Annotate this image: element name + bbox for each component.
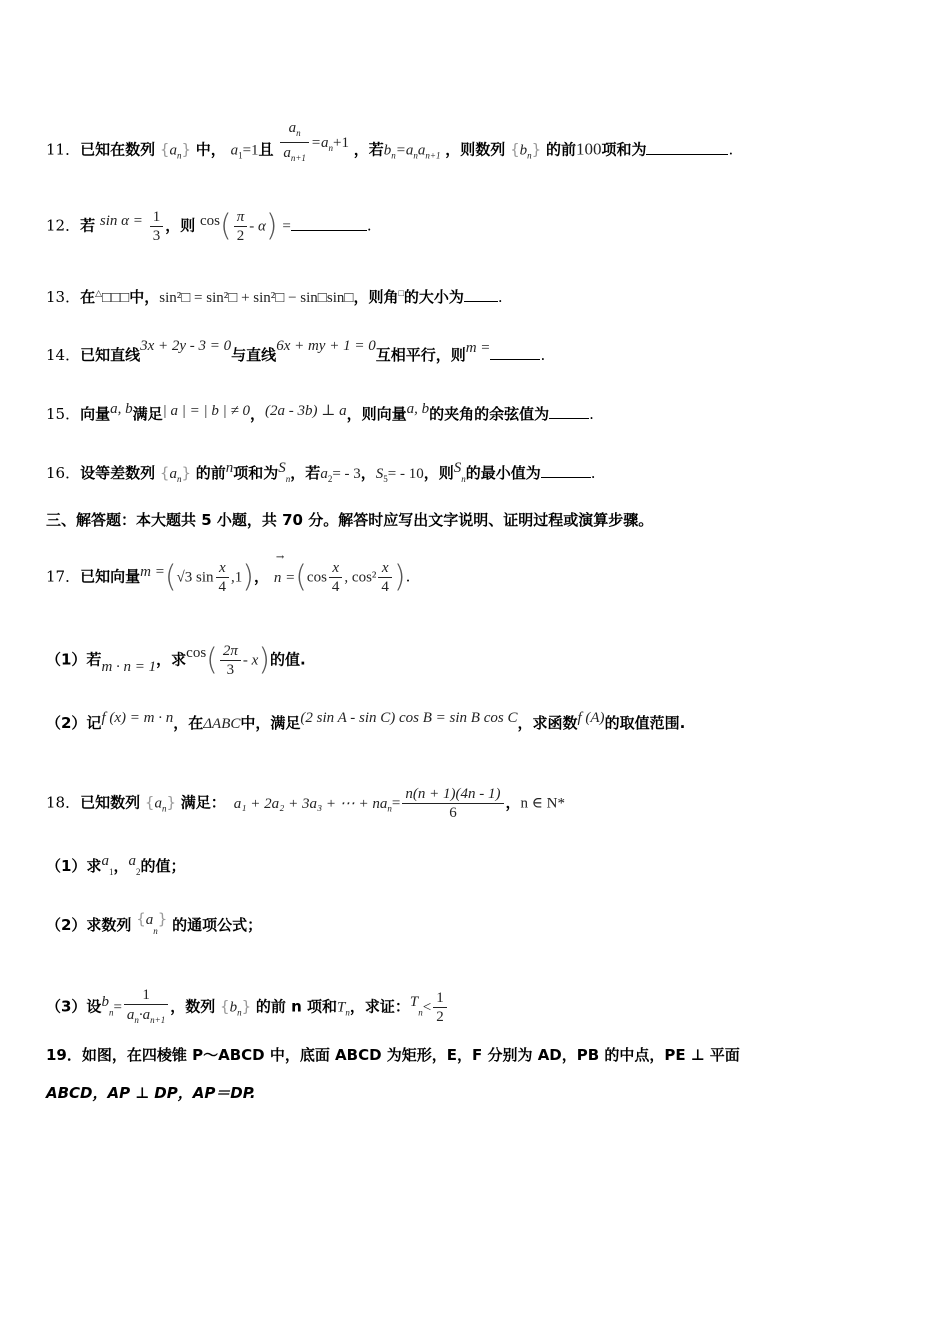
question-19-line-2: ABCD，AP ⊥ DP，AP＝DP.: [46, 1084, 256, 1102]
answer-blank: [490, 345, 540, 360]
fraction: $\frac{x}{4}$: [216, 559, 230, 596]
question-19-line-1: 19．如图，在四棱锥 P～ABCD 中，底面 ABCD 为矩形，E，F 分别为 AD，PB 的中点，PE ⊥ 平面: [46, 1046, 740, 1064]
question-17-part-1: （1）若m · n = 1，求cos( $\frac{2\pi}{3}$ - x)的值.: [46, 642, 306, 678]
question-16: 16．设等差数列 $\{a_n\}$ 的前n项和为$S_n$，若$a_2= - 3$，$S_5= - 10$，则$S_n$的最小值为 .: [46, 460, 596, 484]
question-18-part-3: （3）设$b_n=$ $\frac{1}{a_n\cdot a_{n+1}}$ ，数列 $\{b_n\}$ 的前 n 项和$T_n$，求证：$T_n<$ $\frac{1}{2}$: [46, 986, 910, 1029]
fraction: $\frac{1}{3}$: [150, 208, 164, 245]
question-13: 13．在△□□□中，sin²□ = sin²□ + sin²□ − sin□sin□，则角□的大小为 .: [46, 288, 503, 306]
fraction: $\frac{\pi}{2}$: [234, 208, 248, 245]
answer-blank: [464, 287, 498, 302]
fraction: $\frac{n(n + 1)(4n - 1)}{6}$: [402, 785, 503, 822]
answer-blank: [549, 404, 589, 419]
question-number: 11．: [46, 140, 81, 159]
question-18: 18．已知数列 $\{a_n\}$ 满足： a₁ + 2a₂ + 3a₃ + ⋯ + $na_n=$ $\frac{n(n + 1)(4n - 1)}{6}$ ，n ∈ N*: [46, 786, 565, 821]
fraction: $\frac{x}{4}$: [378, 559, 392, 596]
question-17-part-2: （2）记f (x) = m · n，在ΔABC中，满足(2 sin A - sin C) cos B = sin B cos C，求函数f (A)的取值范围.: [46, 710, 686, 732]
fraction: $\frac{1}{a_n\cdot a_{n+1}}$: [124, 986, 168, 1029]
question-15: 15．向量a, b满足| a | = | b | ≠ 0，(2a - 3b) ⊥ a，则向量a, b的夹角的余弦值为 .: [46, 401, 594, 423]
fraction: $\frac{a_n}{a_{n+1}}$: [280, 118, 309, 167]
question-18-part-1: （1）求$a_1$，$a_2$的值；: [46, 853, 186, 877]
fraction: $\frac{2\pi}{3}$: [220, 642, 241, 679]
fraction: $\frac{x}{4}$: [329, 559, 343, 596]
question-17: 17．已知向量m =(√3 sin $\frac{x}{4}$ ,1)， → n =(cos $\frac{x}{4}$ , cos² $\frac{x}{4}$ ).: [46, 551, 411, 595]
question-12: 12．若 sin α = $\frac{1}{3}$ ，则 cos( $\frac{\pi}{2}$ - α) = .: [46, 208, 372, 244]
answer-blank: [291, 216, 367, 231]
section-heading: 三、解答题：本大题共 5 小题，共 70 分。解答时应写出文字说明、证明过程或演算步骤。: [46, 511, 654, 529]
question-11: 11．已知在数列 $\{a_n\}$ 中， $a_1=1$且 $\frac{a_n}{a_{n+1}}$ $=a_n+1$ ，若$b_n=a_na_{n+1}$ ，则数列 $\{b_n\}$ 的前100项和为 .: [46, 126, 910, 175]
fraction: $\frac{1}{2}$: [433, 989, 447, 1026]
question-18-part-2: （2）求数列 $\{a_n\}$ 的通项公式；: [46, 910, 263, 936]
answer-blank: [646, 140, 728, 155]
question-14: 14．已知直线3x + 2y - 3 = 0与直线6x + my + 1 = 0互相平行，则m = .: [46, 338, 546, 364]
answer-blank: [541, 463, 591, 478]
